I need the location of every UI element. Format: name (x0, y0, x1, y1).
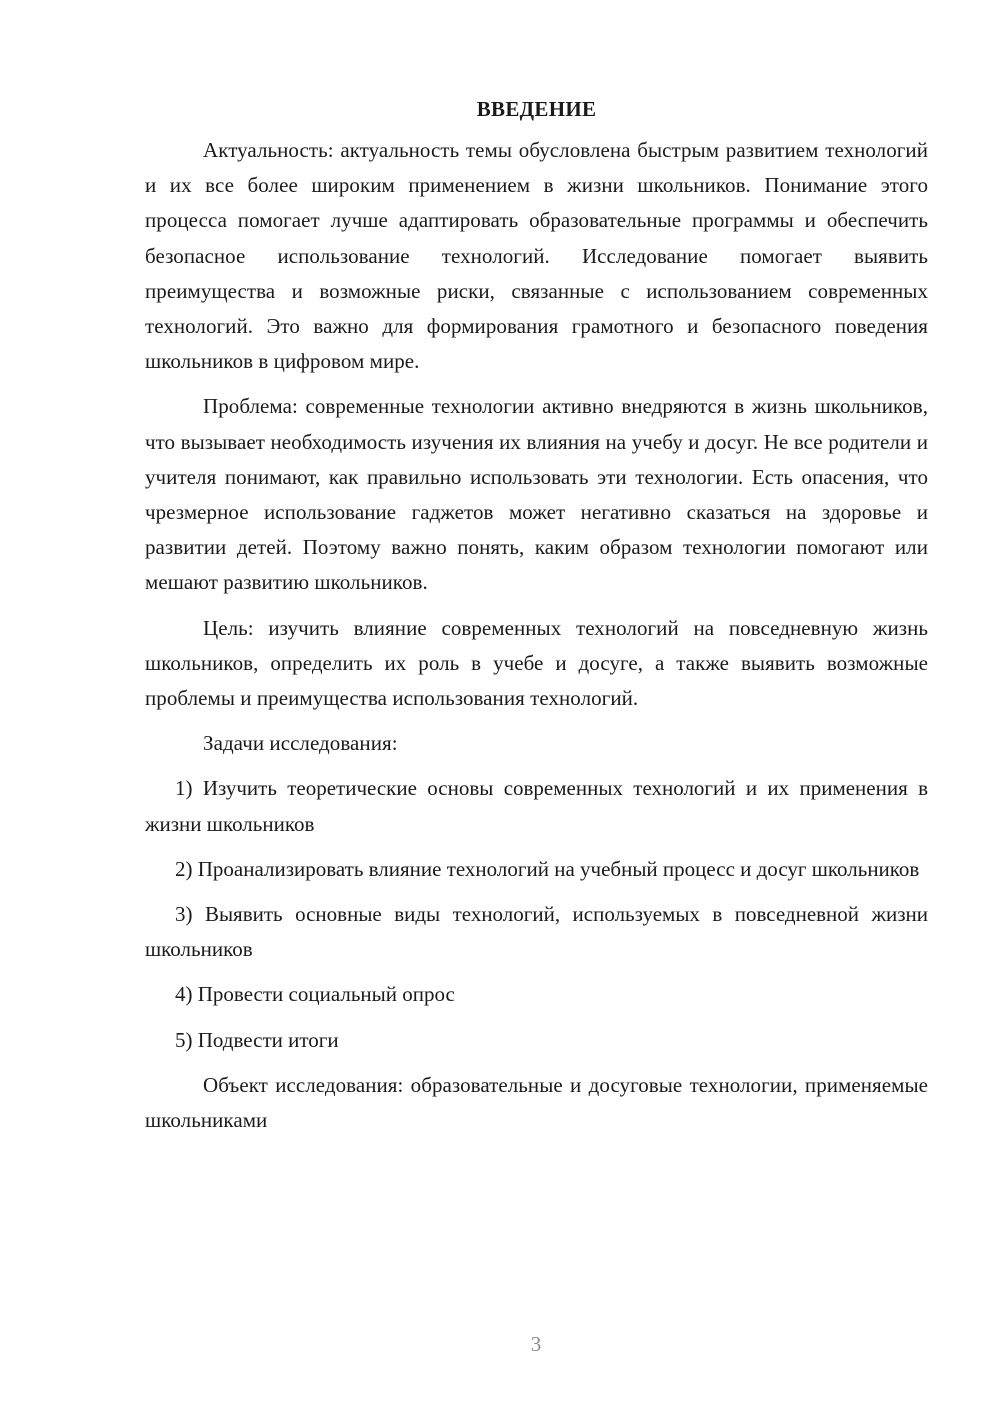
tasks-heading: Задачи исследования: (203, 731, 398, 756)
problem-paragraph: Проблема: современные технологии активно внедряются в жизнь школьников, что вызывает необходимость изучения их влияния на учебу и досуг. Не все родители и учителя понимают, как правильно использовать эти технологии. Есть опасения, что чрезмерное использование гаджетов может негативно сказаться на здоровье и развитии детей. Поэтому важно понять, каким образом технологии помогают или мешают развитию школьников. (145, 394, 928, 595)
task-item: 4) Провести социальный опрос (175, 982, 455, 1007)
document-page (145, 92, 928, 1148)
page-number: 3 (530, 1332, 542, 1356)
relevance-paragraph: Актуальность: актуальность темы обусловлена быстрым развитием технологий и их все более широким применением в жизни школьников. Понимание этого процесса помогает лучше адаптировать образовательные программы и обеспечить безопасное использование технологий. Исследование помогает выявить преимущества и возможные риски, связанные с использованием современных технологий. Это важно для формирования грамотного и безопасного поведения школьников в цифровом мире. (145, 138, 928, 374)
task-item: 3) Выявить основные виды технологий, используемых в повседневной жизни школьников (145, 902, 928, 962)
page-title: ВВЕДЕНИЕ (476, 97, 597, 121)
goal-paragraph: Цель: изучить влияние современных технологий на повседневную жизнь школьников, определить их роль в учебе и досуге, а также выявить возможные проблемы и преимущества использования технологий. (145, 615, 928, 711)
object-paragraph: Объект исследования: образовательные и досуговые технологии, применяемые школьниками (145, 1072, 928, 1133)
task-item: 5) Подвести итоги (175, 1027, 339, 1052)
task-item: 2) Проанализировать влияние технологий на учебный процесс и досуг школьников (175, 856, 920, 881)
task-item: 1) Изучить теоретические основы современных технологий и их применения в жизни школьников (145, 776, 928, 836)
